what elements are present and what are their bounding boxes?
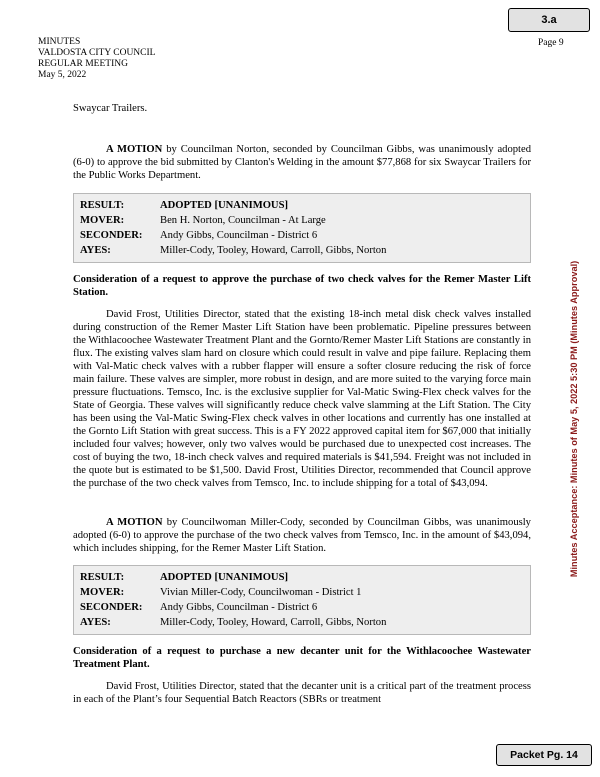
mover-label: MOVER: <box>80 215 125 226</box>
header-date: May 5, 2022 <box>38 70 87 80</box>
seconder-row <box>80 228 524 243</box>
result-value: ADOPTED [UNANIMOUS] <box>160 200 289 211</box>
sidebar-text: Minutes Acceptance: Minutes of May 5, 2022 5:30 PM (Minutes Approval) <box>569 260 579 578</box>
result-table-2 <box>73 565 531 635</box>
header-meeting-type: REGULAR MEETING <box>38 59 128 69</box>
packet-page-badge: Packet Pg. 14 <box>496 744 592 766</box>
intro-text: Swaycar Trailers. <box>73 103 148 114</box>
header-minutes: MINUTES <box>38 37 81 47</box>
motion-paragraph-2 <box>73 516 531 555</box>
seconder-value: Andy Gibbs, Councilman - District 6 <box>160 602 318 613</box>
document-body <box>73 102 531 706</box>
ayes-value: Miller-Cody, Tooley, Howard, Carroll, Gibbs, Norton <box>160 245 387 256</box>
ayes-label: AYES: <box>80 245 111 256</box>
attachment-badge: 3.a <box>508 8 590 32</box>
motion-text-1: by Councilman Norton, seconded by Councilman Gibbs, was unanimously adopted (6-0) to approve the bid submitted by Clanton's Welding in the amount $77,868 for six Swaycar Trailers for the Public Works Department. <box>73 144 531 181</box>
document-header <box>38 37 155 81</box>
result-value: ADOPTED [UNANIMOUS] <box>160 572 289 583</box>
result-table-1 <box>73 193 531 263</box>
ayes-value: Miller-Cody, Tooley, Howard, Carroll, Gibbs, Norton <box>160 617 387 628</box>
motion-lead-1: A MOTION <box>106 144 163 155</box>
result-label: RESULT: <box>80 200 125 211</box>
motion-paragraph-1 <box>73 143 531 182</box>
seconder-value: Andy Gibbs, Councilman - District 6 <box>160 230 318 241</box>
seconder-row <box>80 600 524 615</box>
motion-lead-2: A MOTION <box>106 517 163 528</box>
page-number: Page 9 <box>538 38 564 48</box>
ayes-row <box>80 615 524 630</box>
seconder-label: SECONDER: <box>80 230 143 241</box>
mover-row <box>80 213 524 228</box>
agenda-heading-1: Consideration of a request to approve the purchase of two check valves for the Remer Master Lift Station. <box>73 274 531 298</box>
result-label: RESULT: <box>80 572 125 583</box>
result-row <box>80 570 524 585</box>
result-row <box>80 198 524 213</box>
mover-value: Vivian Miller-Cody, Councilwoman - District 1 <box>160 587 362 598</box>
ayes-label: AYES: <box>80 617 111 628</box>
ayes-row <box>80 243 524 258</box>
seconder-label: SECONDER: <box>80 602 143 613</box>
agenda-heading-2: Consideration of a request to purchase a new decanter unit for the Withlacoochee Wastewater Treatment Plant. <box>73 646 531 670</box>
body-paragraph-1: David Frost, Utilities Director, stated that the existing 18-inch metal disk check valves installed during construction of the Remer Master Lift Station have been problematic. Pipeline pressures between the Withlacoochee Wastewater Treatment Plant and the Gornto/Remer Master Lift Stations are constantly in flux. The existing valves slam hard on closure which could result in valve and pipe failure. Replacing them with Val-Matic check valves with a rubber flapper will ensure a softer closure reducing the risk of force main failure. These valves are simpler, more robust in design, and are more suited to the varying force main pressure fluctuations. Temsco, Inc. is the exclusive supplier for Val-Matic Swing-Flex check valves for the State of Georgia. These valves will significantly reduce check valve slamming at the Lift Station. The City has been using the Val-Matic Swing-Flex check valves in other locations and currently has one installed at the Gornto Lift Station with great success. This is a FY 2022 approved capital item for $67,000 that initially included four valves; however, only two valves would be purchased due to unexpected cost increases. The cost of buying the two, 18-inch check valves and required materials is $41,594. Freight was not included in the quote but is estimated to be $1,500. David Frost, Utilities Director, recommended that Council approve the purchase of the two check valves from Temsco, Inc. to include shipping for a total of $43,094. <box>73 309 531 489</box>
mover-label: MOVER: <box>80 587 125 598</box>
motion-text-2: by Councilwoman Miller-Cody, seconded by Councilman Gibbs, was unanimously adopted (6-0) to approve the purchase of the two check valves from Temsco, Inc. in the amount of $43,094, which includes shipping, for the Remer Master Lift Station. <box>73 517 531 554</box>
body-paragraph-2: David Frost, Utilities Director, stated that the decanter unit is a critical part of the treatment process in each of the Plant’s four Sequential Batch Reactors (SBRs or treatment <box>73 681 531 705</box>
header-council: VALDOSTA CITY COUNCIL <box>38 48 156 58</box>
mover-value: Ben H. Norton, Councilman - At Large <box>160 215 326 226</box>
mover-row <box>80 585 524 600</box>
